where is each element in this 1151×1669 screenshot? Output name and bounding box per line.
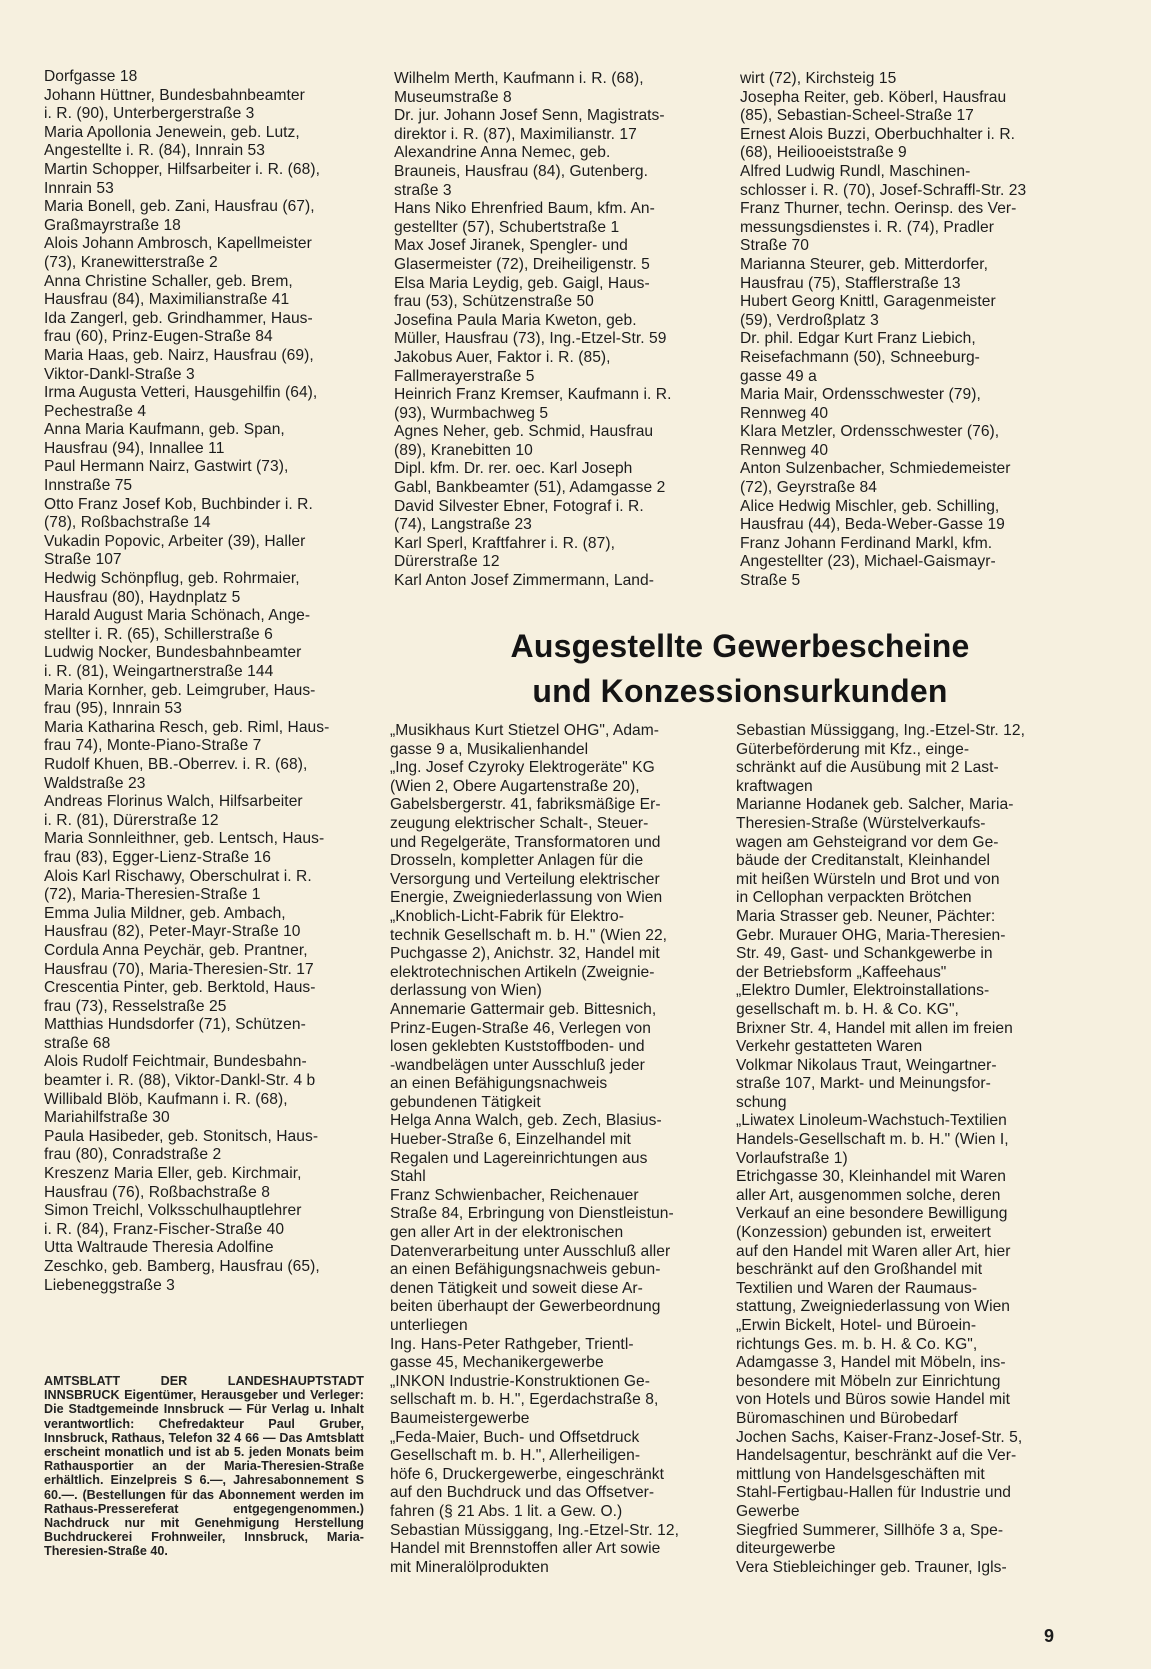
list-item: Maria Haas, geb. Nairz, Hausfrau (69), Viktor-Dankl-Straße 3	[44, 346, 314, 383]
list-item: Karl Sperl, Kraftfahrer i. R. (87), Dürerstraße 12	[394, 534, 615, 571]
list-item: „Musikhaus Kurt Stietzel OHG", Adam- gasse 9 a, Musikalienhandel	[390, 722, 660, 758]
license-column-2	[736, 722, 1066, 1577]
list-item: „Feda-Maier, Buch- und Offsetdruck Gesellschaft m. b. H.", Allerheiligen- höfe 6, Druckergewerbe, eingeschränkt auf den Buchdruck und das Offsetver- fahren (§ 21 Abs. 1 lit. a Gew. O.)	[390, 1428, 665, 1520]
list-item: Klara Metzler, Ordensschwester (76), Rennweg 40	[740, 423, 1000, 459]
list-item: Hubert Georg Knittl, Garagenmeister (59), Verdroßplatz 3	[740, 293, 996, 329]
list-item: Marianna Steurer, geb. Mitterdorfer, Hausfrau (75), Stafflerstraße 13	[740, 255, 988, 292]
list-item: Jochen Sachs, Kaiser-Franz-Josef-Str. 5, Handelsagentur, beschränkt auf die Ver- mittlung von Handelsgeschäften mit Stahl-Fertigbau-Hallen für Industrie und Gewerbe	[736, 1428, 1023, 1520]
obituary-column-2	[394, 70, 714, 591]
list-item: Josefina Paula Maria Kweton, geb. Müller, Hausfrau (73), Ing.-Etzel-Str. 59	[394, 311, 667, 348]
list-item: Maria Apollonia Jenewein, geb. Lutz, Angestellte i. R. (84), Innrain 53	[44, 123, 300, 160]
obituary-column-1	[44, 68, 364, 1295]
list-item: Hedwig Schönpflug, geb. Rohrmaier, Hausfrau (80), Haydnplatz 5	[44, 570, 300, 606]
list-item: „Ing. Josef Czyroky Elektrogeräte" KG (Wien 2, Obere Augartenstraße 20), Gabelsbergerstr. 41, fabriksmäßige Er- zeugung elektrischer Schalt-, Steuer- und Regelgeräte, Transformatoren und Drosseln, kompletter Anlagen für die Versorgung und Verteilung elektrischer Energie, Zweigniederlassung von Wien	[390, 759, 663, 907]
list-item: Maria Katharina Resch, geb. Riml, Haus- frau 74), Monte-Piano-Straße 7	[44, 718, 330, 755]
list-item: Kreszenz Maria Eller, geb. Kirchmair, Hausfrau (76), Roßbachstraße 8	[44, 1165, 302, 1201]
list-item: Franz Schwienbacher, Reichenauer Straße 84, Erbringung von Dienstleistun- gen aller Art in der elektronischen Datenverarbeitung unter Ausschluß aller an einen Befähigungsnachweis gebun- denen Tätigkeit und soweit diese Ar- beiten überhaupt der Gewerbeordnung unterliegen	[390, 1186, 674, 1334]
headline-line-1: Ausgestellte Gewerbescheine	[510, 628, 970, 664]
list-item: Annemarie Gattermair geb. Bittesnich, Prinz-Eugen-Straße 46, Verlegen von losen geklebten Kuststoffboden- und -wandbelägen unter Ausschluß jeder an einen Befähigungsnachweis gebundenen Tätigkeit	[390, 1000, 657, 1111]
list-item: Anna Maria Kaufmann, geb. Span, Hausfrau (94), Innallee 11	[44, 421, 285, 457]
list-item: Franz Johann Ferdinand Markl, kfm. Angestellter (23), Michael-Gaismayr- Straße 5	[740, 534, 996, 590]
obituary-column-3	[740, 70, 1070, 591]
list-item: Alois Rudolf Feichtmair, Bundesbahn- beamter i. R. (88), Viktor-Dankl-Str. 4 b	[44, 1053, 316, 1090]
list-item: Sebastian Müssiggang, Ing.-Etzel-Str. 12, Güterbeförderung mit Kfz., einge- schränkt auf die Ausübung mit 2 Last- kraftwagen	[736, 722, 1025, 795]
list-item: Wilhelm Merth, Kaufmann i. R. (68), Museumstraße 8	[394, 70, 644, 106]
list-item: Elsa Maria Leydig, geb. Gaigl, Haus- frau (53), Schützenstraße 50	[394, 274, 650, 311]
list-item: „Erwin Bickelt, Hotel- und Büroein- richtungs Ges. m. b. H. & Co. KG", Adamgasse 3, Handel mit Möbeln, ins- besondere mit Möbeln zur Einrichtung von Hotels und Büros sowie Handel mit Büromaschinen und Bürobedarf	[736, 1317, 1011, 1427]
list-item: Martin Schopper, Hilfsarbeiter i. R. (68), Innrain 53	[44, 160, 320, 197]
list-item: Maria Mair, Ordensschwester (79), Rennweg 40	[740, 386, 981, 422]
list-item: Franz Thurner, techn. Oerinsp. des Ver- messungsdienstes i. R. (74), Pradler Straße 70	[740, 200, 1017, 255]
list-item: Paula Hasibeder, geb. Stonitsch, Haus- frau (80), Conradstraße 2	[44, 1127, 319, 1164]
list-item: Maria Bonell, geb. Zani, Hausfrau (67), Graßmayrstraße 18	[44, 198, 315, 234]
headline-line-2: und Konzessionsurkunden	[532, 673, 948, 709]
list-item: Maria Strasser geb. Neuner, Pächter: Gebr. Murauer OHG, Maria-Theresien- Str. 49, Gast- und Schankgewerbe in der Betriebsform „Kaffeehaus"	[736, 907, 1006, 981]
section-headline	[420, 624, 1060, 714]
list-item: Vukadin Popovic, Arbeiter (39), Haller Straße 107	[44, 532, 306, 569]
list-item: Paul Hermann Nairz, Gastwirt (73), Innstraße 75	[44, 458, 289, 495]
list-item: Agnes Neher, geb. Schmid, Hausfrau (89), Kranebitten 10	[394, 423, 654, 459]
list-item: Sebastian Müssiggang, Ing.-Etzel-Str. 12, Handel mit Brennstoffen aller Art sowie mit Mineralölprodukten	[390, 1521, 679, 1576]
list-item: Vera Stiebleichinger geb. Trauner, Igls-	[736, 1558, 1007, 1576]
list-item: Johann Hüttner, Bundesbahnbeamter i. R. (90), Unterbergerstraße 3	[44, 86, 305, 123]
list-item: „Elektro Dumler, Elektroinstallations- gesellschaft m. b. H. & Co. KG", Brixner Str. 4, Handel mit allen im freien Verkehr gestatteten Waren	[736, 982, 1013, 1056]
list-item: Simon Treichl, Volksschulhauptlehrer i. R. (84), Franz-Fischer-Straße 40	[44, 1202, 302, 1238]
list-item: Anton Sulzenbacher, Schmiedemeister (72), Geyrstraße 84	[740, 460, 1011, 497]
list-item: Alois Johann Ambrosch, Kapellmeister (73), Kranewitterstraße 2	[44, 235, 312, 271]
list-item: Ludwig Nocker, Bundesbahnbeamter i. R. (81), Weingartnerstraße 144	[44, 644, 302, 680]
list-item: Anna Christine Schaller, geb. Brem, Hausfrau (84), Maximilianstraße 41	[44, 272, 293, 309]
list-item: Crescentia Pinter, geb. Berktold, Haus- frau (73), Resselstraße 25	[44, 979, 316, 1015]
list-item: David Silvester Ebner, Fotograf i. R. (74), Langstraße 23	[394, 497, 644, 534]
list-item: Heinrich Franz Kremser, Kaufmann i. R. (93), Wurmbachweg 5	[394, 386, 672, 422]
impressum-text: AMTSBLATT DER LANDESHAUPTSTADT INNSBRUCK Eigentümer, Herausgeber und Verleger: Die Stadtgemeinde Innsbruck — Für Verlag u. Inhalt verantwortlich: Chefredakteur Paul Gruber, Innsbruck, Rathaus, Telefon 32 4 66 — Das Amtsblatt erscheint monatlich und ist ab 5. jeden Monats beim Rathausportier an der Maria-Theresien-Straße erhältlich. Einzelpreis S 6.—, Jahresabonnement S 60.—. (Bestellungen für das Abonnement werden im Rathaus-Pressereferat entgegengenommen.) Nachdruck nur mit Genehmigung Herstellung Buchdruckerei Frohnweiler, Innsbruck, Maria-Theresien-Straße 40.	[44, 1374, 364, 1559]
list-item: Ernest Alois Buzzi, Oberbuchhalter i. R. (68), Heiliooeiststraße 9	[740, 125, 1016, 162]
impressum	[44, 1374, 364, 1559]
list-item: Cordula Anna Peychär, geb. Prantner, Hausfrau (70), Maria-Theresien-Str. 17	[44, 941, 314, 978]
list-item: wirt (72), Kirchsteig 15	[740, 70, 897, 87]
list-item: Volkmar Nikolaus Traut, Weingartner- straße 107, Markt- und Meinungsfor- schung	[736, 1056, 997, 1111]
list-item: Josepha Reiter, geb. Köberl, Hausfrau (85), Sebastian-Scheel-Straße 17	[740, 88, 1007, 125]
list-item: Rudolf Khuen, BB.-Oberrev. i. R. (68), Waldstraße 23	[44, 755, 308, 792]
list-item: Ida Zangerl, geb. Grindhammer, Haus- frau (60), Prinz-Eugen-Straße 84	[44, 309, 313, 346]
list-item: Hans Niko Ehrenfried Baum, kfm. An- gestellter (57), Schubertstraße 1	[394, 200, 655, 236]
list-item: Max Josef Jiranek, Spengler- und Glasermeister (72), Dreiheiligenstr. 5	[394, 237, 650, 273]
list-item: Andreas Florinus Walch, Hilfsarbeiter i. R. (81), Dürerstraße 12	[44, 793, 303, 829]
list-item: Siegfried Summerer, Sillhöfe 3 a, Spe- diteurgewerbe	[736, 1521, 1004, 1558]
list-item: Alois Karl Rischawy, Oberschulrat i. R. (72), Maria-Theresien-Straße 1	[44, 867, 312, 904]
list-item: „Liwatex Linoleum-Wachstuch-Textilien Handels-Gesellschaft m. b. H." (Wien I, Vorlaufstraße 1)	[736, 1112, 1009, 1167]
list-item: Alfred Ludwig Rundl, Maschinen- schlosser i. R. (70), Josef-Schraffl-Str. 23	[740, 162, 1027, 199]
list-item: Karl Anton Josef Zimmermann, Land-	[394, 572, 654, 590]
list-item: Maria Sonnleithner, geb. Lentsch, Haus- frau (83), Egger-Lienz-Straße 16	[44, 830, 325, 866]
list-item: Dr. jur. Johann Josef Senn, Magistrats- direktor i. R. (87), Maximilianstr. 17	[394, 107, 665, 143]
list-item: Helga Anna Walch, geb. Zech, Blasius- Hueber-Straße 6, Einzelhandel mit Regalen und Lagereinrichtungen aus Stahl	[390, 1112, 662, 1186]
list-item: Etrichgasse 30, Kleinhandel mit Waren aller Art, ausgenommen solche, deren Verkauf an eine besondere Bewilligung (Konzession) gebunden ist, erweitert auf den Handel mit Waren aller Art, hier beschränkt auf den Großhandel mit Textilien und Waren der Raumaus- stattung, Zweigniederlassung von Wien	[736, 1168, 1011, 1316]
list-item: Matthias Hundsdorfer (71), Schützen- straße 68	[44, 1016, 306, 1052]
list-item: Utta Waltraude Theresia Adolfine Zeschko, geb. Bamberg, Hausfrau (65), Liebeneggstraße 3	[44, 1239, 320, 1294]
list-item: Alice Hedwig Mischler, geb. Schilling, Hausfrau (44), Beda-Weber-Gasse 19	[740, 497, 1005, 534]
list-item: Maria Kornher, geb. Leimgruber, Haus- frau (95), Innrain 53	[44, 681, 316, 718]
list-item: „INKON Industrie-Konstruktionen Ge- sellschaft m. b. H.", Egerdachstraße 8, Baumeistergewerbe	[390, 1372, 659, 1427]
list-item: Willibald Blöb, Kaufmann i. R. (68), Mariahilfstraße 30	[44, 1090, 288, 1127]
list-item: Marianne Hodanek geb. Salcher, Maria- Theresien-Straße (Würstelverkaufs- wagen am Gehsteigrand vor dem Ge- bäude der Creditanstalt, Kleinhandel mit heißen Würsteln und Brot und von in Cellophan verpackten Brötchen	[736, 796, 1014, 907]
list-item: Otto Franz Josef Kob, Buchbinder i. R. (78), Roßbachstraße 14	[44, 495, 313, 532]
list-item: Irma Augusta Vetteri, Hausgehilfin (64), Pechestraße 4	[44, 384, 318, 420]
list-item: „Knoblich-Licht-Fabrik für Elektro- technik Gesellschaft m. b. H." (Wien 22, Puchgasse 2), Anichstr. 32, Handel mit elektrotechnischen Artikeln (Zweignie- derlassung von Wien)	[390, 907, 668, 1000]
page-number: 9	[1044, 1626, 1055, 1646]
license-column-1	[390, 722, 710, 1577]
list-item: Jakobus Auer, Faktor i. R. (85), Fallmerayerstraße 5	[394, 348, 611, 385]
list-item: Emma Julia Mildner, geb. Ambach, Hausfrau (82), Peter-Mayr-Straße 10	[44, 904, 301, 941]
list-item: Alexandrine Anna Nemec, geb. Brauneis, Hausfrau (84), Gutenberg. straße 3	[394, 144, 648, 199]
list-item: Ing. Hans-Peter Rathgeber, Trientl- gasse 45, Mechanikergewerbe	[390, 1335, 634, 1372]
list-item: Dorfgasse 18	[44, 68, 138, 85]
list-item: Dipl. kfm. Dr. rer. oec. Karl Joseph Gabl, Bankbeamter (51), Adamgasse 2	[394, 460, 666, 497]
list-item: Harald August Maria Schönach, Ange- stellter i. R. (65), Schillerstraße 6	[44, 607, 311, 643]
list-item: Dr. phil. Edgar Kurt Franz Liebich, Reisefachmann (50), Schneeburg- gasse 49 a	[740, 330, 980, 385]
